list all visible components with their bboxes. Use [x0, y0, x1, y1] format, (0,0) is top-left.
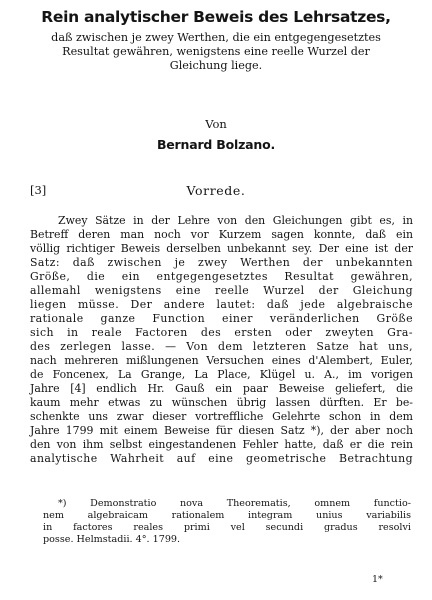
- body-text-line: Jahre 1799 mit einem Beweise für diesen Satz *), der aber noch: [30, 424, 413, 437]
- body-text-line: sich in reale Factoren des ersten oder zweyten Gra-: [30, 326, 413, 339]
- author-name: Bernard Bolzano.: [156, 137, 276, 152]
- body-text-line: liegen müsse. Der andere lautet: daß jede algebraische: [30, 298, 413, 311]
- footnote-line: in factores reales primi vel secundi gradus resolvi: [43, 522, 411, 533]
- body-text-line: Betreff deren man noch vor Kurzem sagen konnte, daß ein: [30, 228, 413, 241]
- body-text-line: nach mehreren mißlungenen Versuchen eines d'Alembert, Euler,: [30, 354, 413, 367]
- body-text-line: des zerlegen lasse. — Von dem letzteren Satze hat uns,: [30, 340, 413, 353]
- body-text-line: de Foncenex, La Grange, La Place, Klügel u. A., im vorigen: [30, 368, 413, 381]
- page-reference: [3]: [30, 183, 47, 197]
- body-text-line: Größe, die ein entgegengesetztes Resultat gewähren,: [30, 270, 413, 283]
- signature-mark: 1*: [372, 574, 383, 585]
- footnote-line: posse. Helmstadii. 4°. 1799.: [43, 534, 181, 545]
- subtitle-line: daß zwischen je zwey Werthen, die ein entgegengesetztes: [51, 31, 381, 44]
- section-heading: Vorrede.: [186, 183, 246, 198]
- body-text-line: rationale ganze Function einer veränderlichen Größe: [30, 312, 413, 325]
- body-text-line: analytische Wahrheit auf eine geometrische Betrachtung: [30, 452, 413, 465]
- body-text-line: schenkte uns zwar dieser vortreffliche Gelehrte schon in dem: [30, 410, 413, 423]
- byline-von: Von: [205, 117, 227, 131]
- footnote-line: nem algebraicam rationalem integram unius variabilis: [43, 510, 411, 521]
- body-text-line: den von ihm selbst eingestandenen Fehler hatte, daß er die rein: [30, 438, 413, 451]
- body-text-line: Jahre [4] endlich Hr. Gauß ein paar Beweise geliefert, die: [30, 382, 413, 395]
- body-text-line: Satz: daß zwischen je zwey Werthen der unbekannten: [30, 256, 413, 269]
- subtitle-line: Resultat gewähren, wenigstens eine reelle Wurzel der: [62, 45, 370, 58]
- document-title: Rein analytischer Beweis des Lehrsatzes,: [41, 8, 391, 26]
- body-text-line: allemahl wenigstens eine reelle Wurzel der Gleichung: [30, 284, 413, 297]
- body-text-line: völlig richtiger Beweis derselben unbekannt sey. Der eine ist der: [30, 242, 413, 255]
- body-text-line: kaum mehr etwas zu wünschen übrig lassen dürften. Er be-: [30, 396, 413, 409]
- body-text-line: Zwey Sätze in der Lehre von den Gleichungen gibt es, in: [58, 214, 413, 227]
- footnote-line: *) Demonstratio nova Theorematis, omnem functio-: [58, 498, 411, 509]
- subtitle-line: Gleichung liege.: [169, 59, 263, 72]
